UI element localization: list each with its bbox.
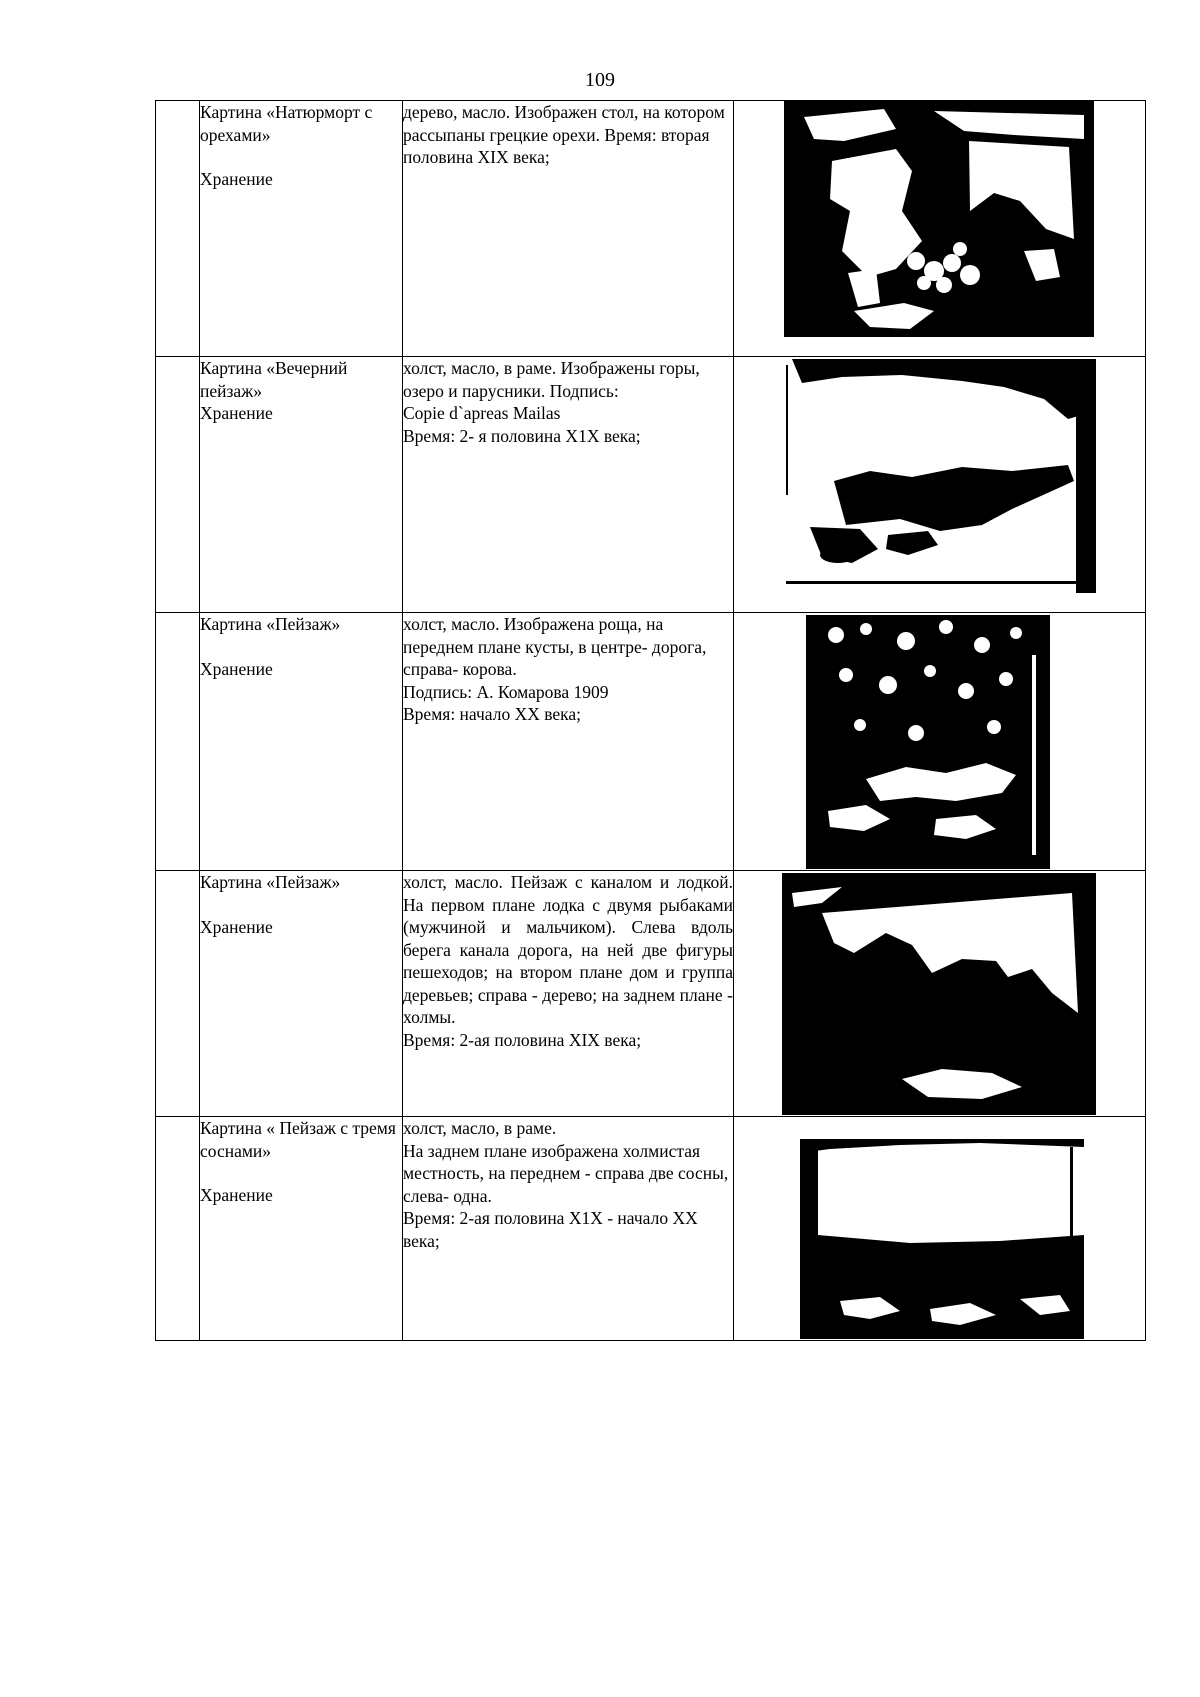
image-cell (734, 871, 1146, 1117)
description-cell (403, 101, 734, 357)
description-medium: холст, масло. Пейзаж с каналом и лодкой. На первом плане лодка с двумя рыбаками (мужчиной и мальчиком). Слева вдоль берега канала дорога, на ней две фигуры пешеходов; на втором плане дом и группа деревьев; справа - дерево; на заднем плане - холмы. (403, 872, 733, 1027)
page-number: 109 (585, 69, 615, 91)
artwork-title: Картина «Пейзаж» (200, 614, 341, 634)
number-cell (156, 613, 200, 871)
storage-label: Хранение (200, 403, 273, 423)
description-medium: холст, масло, в раме. (403, 1118, 557, 1138)
title-cell (200, 357, 403, 613)
description-scene: На заднем плане изображена холмистая местность, на переднем - справа две сосны, слева- одна. (403, 1140, 729, 1206)
title-cell (200, 871, 403, 1117)
still-life-walnuts-photo (784, 101, 1094, 337)
number-cell (156, 357, 200, 613)
grove-landscape-photo (806, 615, 1050, 869)
table-row (156, 1117, 1146, 1341)
artwork-title: Картина «Пейзаж» (200, 872, 341, 892)
evening-landscape-photo (782, 359, 1096, 593)
table-row (156, 101, 1146, 357)
description-signature: Подпись: А. Комарова 1909 (403, 681, 609, 702)
description-signature: Copie d`apreas Mailas (403, 403, 561, 423)
description-cell (403, 357, 734, 613)
storage-label: Хранение (200, 1185, 273, 1205)
title-cell (200, 101, 403, 357)
title-cell (200, 613, 403, 871)
description-medium: холст, масло, в раме. Изображены горы, озеро и парусники. Подпись: (403, 358, 700, 401)
artwork-description: дерево, масло. Изображен стол, на котором рассыпаны грецкие орехи. Время: вторая половина XIX века; (403, 102, 725, 167)
number-cell (156, 1117, 200, 1341)
title-cell (200, 1117, 403, 1341)
storage-label: Хранение (200, 169, 273, 189)
image-cell (734, 357, 1146, 613)
table-row (156, 613, 1146, 871)
storage-label: Хранение (200, 916, 273, 937)
image-cell (734, 1117, 1146, 1341)
table-row (156, 357, 1146, 613)
artwork-title: Картина « Пейзаж с тремя соснами» (200, 1118, 396, 1161)
image-cell (734, 613, 1146, 871)
description-cell (403, 1117, 734, 1341)
image-cell (734, 101, 1146, 357)
number-cell (156, 871, 200, 1117)
description-date: Время: 2-ая половина X1X - начало XX века; (403, 1208, 698, 1251)
description-medium: холст, масло. Изображена роща, на переднем плане кусты, в центре- дорога, справа- корова. (403, 614, 707, 679)
description-cell (403, 613, 734, 871)
description-cell (403, 871, 734, 1117)
storage-label: Хранение (200, 658, 273, 679)
description-date: Время: 2-ая половина XIX века; (403, 1029, 642, 1050)
description-date: Время: начало XX века; (403, 704, 582, 724)
catalog-table (155, 100, 1146, 1341)
description-date: Время: 2- я половина X1X века; (403, 425, 641, 446)
table-row (156, 871, 1146, 1117)
artwork-title: Картина «Вечерний пейзаж» (200, 358, 348, 401)
number-cell (156, 101, 200, 357)
canal-landscape-photo (782, 873, 1096, 1115)
three-pines-landscape-photo (800, 1139, 1084, 1339)
artwork-title: Картина «Натюрморт с орехами» (200, 102, 373, 145)
